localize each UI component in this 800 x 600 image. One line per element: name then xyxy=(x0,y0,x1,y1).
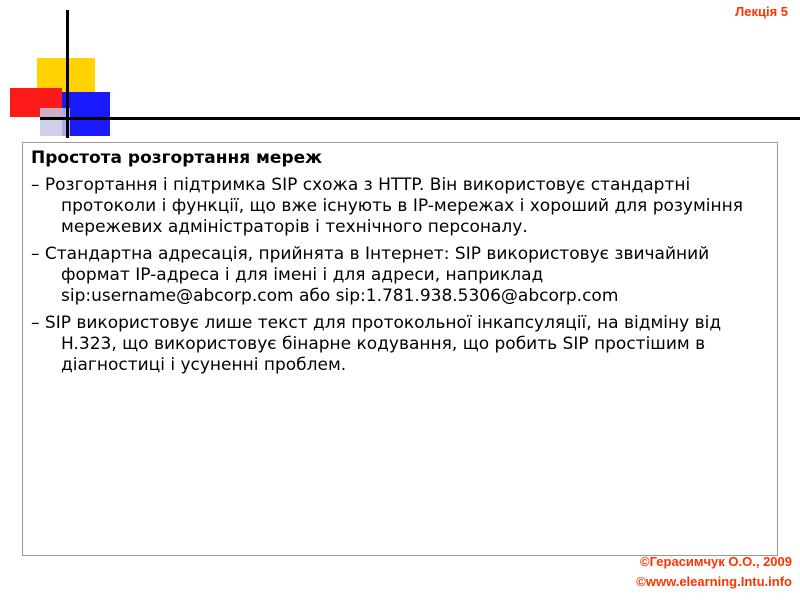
slide-content xyxy=(22,142,778,556)
footer xyxy=(636,552,792,592)
copyright-text: ©Герасимчук О.О., 2009 xyxy=(639,554,792,569)
slide-title: Простота розгортання мереж xyxy=(31,148,323,168)
paragraph-text-encoding: – SIP використовує лише текст для протокольної інкапсуляції, на відміну від H.323, що використовує бінарне кодування, що робить SIP простішим в діагностиці і усуненні проблем. xyxy=(31,313,722,375)
paragraph-deployment: – Розгортання і підтримка SIP схожа з HTTP. Він використовує стандартні протоколи і функції, що вже існують в IP-мережах і хороший для розуміння мережевих адміністраторів і технічного персоналу. xyxy=(31,175,743,237)
lecture-number-label: Лекція 5 xyxy=(735,4,788,19)
horizontal-rule xyxy=(40,117,800,120)
paragraph-addressing: – Стандартна адресація, прийнята в Інтернет: SIP використовує звичайний формат IP-адреса і для імені і для адреси, наприклад sip:username@abcorp.com або sip:1.781.938.5306@abcorp.com xyxy=(31,244,710,306)
website-text: ©www.elearning.Intu.info xyxy=(636,574,792,589)
